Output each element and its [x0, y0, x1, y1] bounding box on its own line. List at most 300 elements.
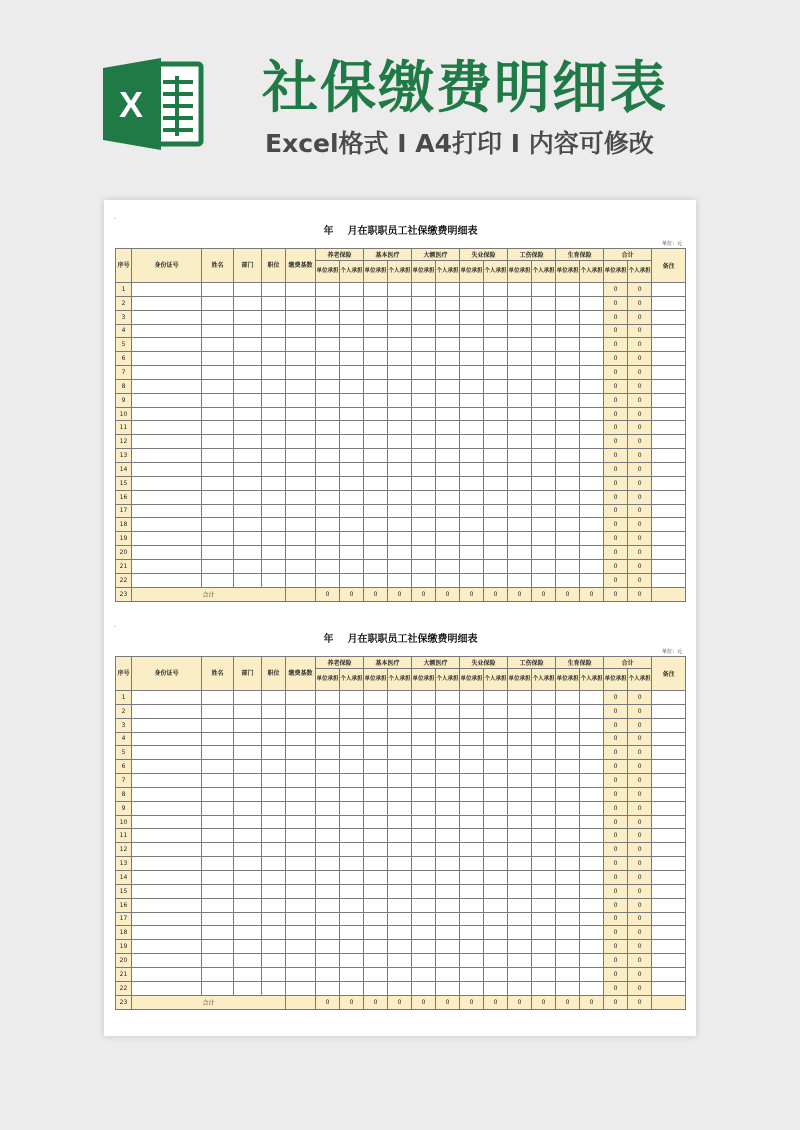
data-cell[interactable]	[412, 393, 436, 407]
data-cell[interactable]	[316, 718, 340, 732]
data-cell[interactable]	[508, 843, 532, 857]
data-cell[interactable]	[556, 940, 580, 954]
data-cell[interactable]	[316, 324, 340, 338]
data-cell[interactable]	[234, 857, 262, 871]
data-cell[interactable]	[388, 746, 412, 760]
data-cell[interactable]	[286, 870, 316, 884]
data-cell[interactable]	[412, 870, 436, 884]
data-cell[interactable]	[202, 407, 234, 421]
data-cell[interactable]	[234, 421, 262, 435]
data-cell[interactable]	[532, 884, 556, 898]
data-cell[interactable]	[508, 435, 532, 449]
data-cell[interactable]	[412, 884, 436, 898]
data-cell[interactable]	[340, 857, 364, 871]
data-cell[interactable]	[286, 421, 316, 435]
remark-cell[interactable]	[652, 435, 686, 449]
data-cell[interactable]	[436, 898, 460, 912]
data-cell[interactable]	[262, 815, 286, 829]
data-cell[interactable]	[388, 829, 412, 843]
data-cell[interactable]	[412, 967, 436, 981]
data-cell[interactable]	[388, 691, 412, 705]
data-cell[interactable]	[286, 704, 316, 718]
data-cell[interactable]	[286, 912, 316, 926]
data-cell[interactable]	[580, 504, 604, 518]
data-cell[interactable]	[460, 476, 484, 490]
data-cell[interactable]	[484, 857, 508, 871]
data-cell[interactable]	[262, 352, 286, 366]
data-cell[interactable]	[202, 421, 234, 435]
data-cell[interactable]	[556, 884, 580, 898]
data-cell[interactable]	[508, 449, 532, 463]
data-cell[interactable]	[132, 857, 202, 871]
remark-cell[interactable]	[652, 476, 686, 490]
data-cell[interactable]	[202, 559, 234, 573]
data-cell[interactable]	[580, 462, 604, 476]
data-cell[interactable]	[580, 310, 604, 324]
data-cell[interactable]	[508, 559, 532, 573]
data-cell[interactable]	[412, 379, 436, 393]
data-cell[interactable]	[132, 981, 202, 995]
data-cell[interactable]	[436, 760, 460, 774]
data-cell[interactable]	[364, 898, 388, 912]
data-cell[interactable]	[460, 393, 484, 407]
data-cell[interactable]	[580, 815, 604, 829]
data-cell[interactable]	[202, 926, 234, 940]
data-cell[interactable]	[532, 407, 556, 421]
data-cell[interactable]	[532, 559, 556, 573]
data-cell[interactable]	[532, 815, 556, 829]
data-cell[interactable]	[412, 954, 436, 968]
data-cell[interactable]	[132, 352, 202, 366]
data-cell[interactable]	[484, 559, 508, 573]
data-cell[interactable]	[580, 704, 604, 718]
data-cell[interactable]	[388, 843, 412, 857]
data-cell[interactable]	[132, 310, 202, 324]
data-cell[interactable]	[262, 296, 286, 310]
data-cell[interactable]	[316, 532, 340, 546]
data-cell[interactable]	[532, 981, 556, 995]
data-cell[interactable]	[460, 283, 484, 297]
data-cell[interactable]	[286, 815, 316, 829]
data-cell[interactable]	[532, 338, 556, 352]
data-cell[interactable]	[484, 815, 508, 829]
data-cell[interactable]	[364, 532, 388, 546]
data-cell[interactable]	[412, 801, 436, 815]
data-cell[interactable]	[460, 870, 484, 884]
data-cell[interactable]	[388, 981, 412, 995]
data-cell[interactable]	[262, 476, 286, 490]
data-cell[interactable]	[286, 476, 316, 490]
data-cell[interactable]	[532, 546, 556, 560]
remark-cell[interactable]	[652, 898, 686, 912]
data-cell[interactable]	[262, 421, 286, 435]
data-cell[interactable]	[316, 573, 340, 587]
data-cell[interactable]	[532, 573, 556, 587]
data-cell[interactable]	[460, 954, 484, 968]
data-cell[interactable]	[234, 774, 262, 788]
remark-cell[interactable]	[652, 691, 686, 705]
data-cell[interactable]	[316, 476, 340, 490]
data-cell[interactable]	[484, 546, 508, 560]
data-cell[interactable]	[460, 940, 484, 954]
data-cell[interactable]	[340, 449, 364, 463]
data-cell[interactable]	[460, 746, 484, 760]
data-cell[interactable]	[262, 435, 286, 449]
data-cell[interactable]	[388, 732, 412, 746]
remark-cell[interactable]	[652, 407, 686, 421]
remark-cell[interactable]	[652, 912, 686, 926]
data-cell[interactable]	[508, 898, 532, 912]
data-cell[interactable]	[388, 490, 412, 504]
data-cell[interactable]	[532, 296, 556, 310]
data-cell[interactable]	[202, 732, 234, 746]
data-cell[interactable]	[316, 338, 340, 352]
data-cell[interactable]	[388, 310, 412, 324]
data-cell[interactable]	[580, 421, 604, 435]
remark-cell[interactable]	[652, 283, 686, 297]
data-cell[interactable]	[340, 718, 364, 732]
data-cell[interactable]	[286, 573, 316, 587]
data-cell[interactable]	[340, 379, 364, 393]
data-cell[interactable]	[388, 283, 412, 297]
data-cell[interactable]	[262, 954, 286, 968]
data-cell[interactable]	[132, 967, 202, 981]
data-cell[interactable]	[316, 870, 340, 884]
data-cell[interactable]	[436, 324, 460, 338]
data-cell[interactable]	[286, 981, 316, 995]
data-cell[interactable]	[484, 324, 508, 338]
data-cell[interactable]	[132, 829, 202, 843]
data-cell[interactable]	[460, 760, 484, 774]
data-cell[interactable]	[412, 573, 436, 587]
data-cell[interactable]	[556, 504, 580, 518]
data-cell[interactable]	[202, 435, 234, 449]
remark-cell[interactable]	[652, 324, 686, 338]
data-cell[interactable]	[262, 691, 286, 705]
data-cell[interactable]	[262, 912, 286, 926]
data-cell[interactable]	[580, 760, 604, 774]
data-cell[interactable]	[364, 954, 388, 968]
data-cell[interactable]	[132, 760, 202, 774]
data-cell[interactable]	[508, 573, 532, 587]
data-cell[interactable]	[556, 283, 580, 297]
data-cell[interactable]	[364, 732, 388, 746]
data-cell[interactable]	[234, 760, 262, 774]
data-cell[interactable]	[532, 857, 556, 871]
data-cell[interactable]	[262, 504, 286, 518]
data-cell[interactable]	[286, 774, 316, 788]
data-cell[interactable]	[556, 857, 580, 871]
data-cell[interactable]	[412, 704, 436, 718]
data-cell[interactable]	[580, 393, 604, 407]
data-cell[interactable]	[412, 746, 436, 760]
data-cell[interactable]	[460, 324, 484, 338]
data-cell[interactable]	[508, 490, 532, 504]
data-cell[interactable]	[340, 691, 364, 705]
data-cell[interactable]	[532, 774, 556, 788]
remark-cell[interactable]	[652, 760, 686, 774]
data-cell[interactable]	[364, 704, 388, 718]
data-cell[interactable]	[460, 490, 484, 504]
data-cell[interactable]	[412, 898, 436, 912]
data-cell[interactable]	[436, 476, 460, 490]
data-cell[interactable]	[286, 732, 316, 746]
data-cell[interactable]	[340, 940, 364, 954]
data-cell[interactable]	[484, 760, 508, 774]
data-cell[interactable]	[580, 843, 604, 857]
remark-cell[interactable]	[652, 573, 686, 587]
data-cell[interactable]	[316, 954, 340, 968]
data-cell[interactable]	[286, 884, 316, 898]
data-cell[interactable]	[132, 787, 202, 801]
data-cell[interactable]	[364, 379, 388, 393]
data-cell[interactable]	[262, 870, 286, 884]
remark-cell[interactable]	[652, 926, 686, 940]
data-cell[interactable]	[234, 704, 262, 718]
data-cell[interactable]	[262, 324, 286, 338]
data-cell[interactable]	[460, 379, 484, 393]
data-cell[interactable]	[132, 449, 202, 463]
data-cell[interactable]	[340, 967, 364, 981]
data-cell[interactable]	[508, 283, 532, 297]
data-cell[interactable]	[484, 884, 508, 898]
data-cell[interactable]	[202, 691, 234, 705]
data-cell[interactable]	[556, 898, 580, 912]
data-cell[interactable]	[388, 760, 412, 774]
data-cell[interactable]	[132, 324, 202, 338]
data-cell[interactable]	[580, 954, 604, 968]
data-cell[interactable]	[388, 449, 412, 463]
data-cell[interactable]	[484, 283, 508, 297]
data-cell[interactable]	[316, 774, 340, 788]
remark-cell[interactable]	[652, 801, 686, 815]
data-cell[interactable]	[286, 954, 316, 968]
data-cell[interactable]	[484, 704, 508, 718]
data-cell[interactable]	[262, 559, 286, 573]
data-cell[interactable]	[202, 338, 234, 352]
data-cell[interactable]	[460, 352, 484, 366]
data-cell[interactable]	[364, 940, 388, 954]
data-cell[interactable]	[262, 926, 286, 940]
data-cell[interactable]	[132, 393, 202, 407]
data-cell[interactable]	[436, 393, 460, 407]
data-cell[interactable]	[580, 296, 604, 310]
data-cell[interactable]	[316, 379, 340, 393]
data-cell[interactable]	[286, 407, 316, 421]
data-cell[interactable]	[460, 884, 484, 898]
data-cell[interactable]	[484, 518, 508, 532]
data-cell[interactable]	[580, 407, 604, 421]
data-cell[interactable]	[532, 393, 556, 407]
data-cell[interactable]	[556, 559, 580, 573]
data-cell[interactable]	[202, 532, 234, 546]
data-cell[interactable]	[364, 435, 388, 449]
data-cell[interactable]	[436, 829, 460, 843]
data-cell[interactable]	[556, 704, 580, 718]
data-cell[interactable]	[484, 787, 508, 801]
data-cell[interactable]	[412, 352, 436, 366]
data-cell[interactable]	[364, 324, 388, 338]
data-cell[interactable]	[484, 981, 508, 995]
remark-cell[interactable]	[652, 857, 686, 871]
data-cell[interactable]	[364, 518, 388, 532]
data-cell[interactable]	[412, 843, 436, 857]
data-cell[interactable]	[132, 476, 202, 490]
data-cell[interactable]	[364, 691, 388, 705]
data-cell[interactable]	[436, 774, 460, 788]
data-cell[interactable]	[132, 546, 202, 560]
data-cell[interactable]	[202, 393, 234, 407]
data-cell[interactable]	[234, 476, 262, 490]
data-cell[interactable]	[316, 704, 340, 718]
data-cell[interactable]	[286, 746, 316, 760]
data-cell[interactable]	[234, 449, 262, 463]
data-cell[interactable]	[460, 981, 484, 995]
data-cell[interactable]	[132, 801, 202, 815]
data-cell[interactable]	[316, 435, 340, 449]
data-cell[interactable]	[460, 407, 484, 421]
data-cell[interactable]	[262, 518, 286, 532]
data-cell[interactable]	[484, 573, 508, 587]
data-cell[interactable]	[460, 691, 484, 705]
data-cell[interactable]	[364, 283, 388, 297]
data-cell[interactable]	[484, 718, 508, 732]
data-cell[interactable]	[436, 801, 460, 815]
data-cell[interactable]	[436, 857, 460, 871]
remark-cell[interactable]	[652, 379, 686, 393]
data-cell[interactable]	[436, 296, 460, 310]
data-cell[interactable]	[484, 870, 508, 884]
data-cell[interactable]	[286, 532, 316, 546]
data-cell[interactable]	[532, 801, 556, 815]
remark-cell[interactable]	[652, 787, 686, 801]
data-cell[interactable]	[202, 774, 234, 788]
data-cell[interactable]	[556, 954, 580, 968]
data-cell[interactable]	[364, 559, 388, 573]
data-cell[interactable]	[580, 283, 604, 297]
data-cell[interactable]	[202, 815, 234, 829]
data-cell[interactable]	[388, 296, 412, 310]
data-cell[interactable]	[580, 829, 604, 843]
data-cell[interactable]	[340, 815, 364, 829]
remark-cell[interactable]	[652, 704, 686, 718]
data-cell[interactable]	[484, 912, 508, 926]
data-cell[interactable]	[556, 310, 580, 324]
data-cell[interactable]	[340, 421, 364, 435]
data-cell[interactable]	[132, 884, 202, 898]
data-cell[interactable]	[364, 801, 388, 815]
data-cell[interactable]	[460, 546, 484, 560]
data-cell[interactable]	[508, 296, 532, 310]
data-cell[interactable]	[132, 912, 202, 926]
data-cell[interactable]	[388, 379, 412, 393]
data-cell[interactable]	[262, 884, 286, 898]
data-cell[interactable]	[484, 462, 508, 476]
data-cell[interactable]	[388, 573, 412, 587]
data-cell[interactable]	[508, 954, 532, 968]
data-cell[interactable]	[340, 926, 364, 940]
data-cell[interactable]	[286, 338, 316, 352]
data-cell[interactable]	[364, 476, 388, 490]
data-cell[interactable]	[508, 926, 532, 940]
data-cell[interactable]	[532, 967, 556, 981]
data-cell[interactable]	[234, 490, 262, 504]
data-cell[interactable]	[132, 366, 202, 380]
data-cell[interactable]	[286, 462, 316, 476]
data-cell[interactable]	[460, 518, 484, 532]
data-cell[interactable]	[580, 691, 604, 705]
data-cell[interactable]	[316, 310, 340, 324]
data-cell[interactable]	[132, 732, 202, 746]
data-cell[interactable]	[364, 981, 388, 995]
data-cell[interactable]	[262, 338, 286, 352]
data-cell[interactable]	[460, 573, 484, 587]
data-cell[interactable]	[508, 352, 532, 366]
data-cell[interactable]	[580, 718, 604, 732]
data-cell[interactable]	[580, 490, 604, 504]
data-cell[interactable]	[556, 407, 580, 421]
data-cell[interactable]	[364, 504, 388, 518]
data-cell[interactable]	[460, 310, 484, 324]
data-cell[interactable]	[234, 691, 262, 705]
data-cell[interactable]	[286, 801, 316, 815]
data-cell[interactable]	[234, 940, 262, 954]
data-cell[interactable]	[364, 884, 388, 898]
data-cell[interactable]	[484, 490, 508, 504]
data-cell[interactable]	[132, 518, 202, 532]
data-cell[interactable]	[580, 324, 604, 338]
data-cell[interactable]	[436, 310, 460, 324]
data-cell[interactable]	[340, 310, 364, 324]
remark-cell[interactable]	[652, 718, 686, 732]
data-cell[interactable]	[508, 324, 532, 338]
data-cell[interactable]	[316, 940, 340, 954]
data-cell[interactable]	[556, 732, 580, 746]
data-cell[interactable]	[286, 310, 316, 324]
data-cell[interactable]	[532, 462, 556, 476]
data-cell[interactable]	[436, 559, 460, 573]
data-cell[interactable]	[484, 296, 508, 310]
data-cell[interactable]	[388, 338, 412, 352]
data-cell[interactable]	[532, 379, 556, 393]
data-cell[interactable]	[508, 393, 532, 407]
data-cell[interactable]	[340, 787, 364, 801]
data-cell[interactable]	[532, 926, 556, 940]
data-cell[interactable]	[580, 884, 604, 898]
data-cell[interactable]	[388, 912, 412, 926]
data-cell[interactable]	[436, 532, 460, 546]
data-cell[interactable]	[436, 352, 460, 366]
data-cell[interactable]	[234, 787, 262, 801]
data-cell[interactable]	[316, 815, 340, 829]
data-cell[interactable]	[436, 843, 460, 857]
data-cell[interactable]	[364, 926, 388, 940]
data-cell[interactable]	[316, 449, 340, 463]
data-cell[interactable]	[132, 774, 202, 788]
remark-cell[interactable]	[652, 884, 686, 898]
data-cell[interactable]	[202, 954, 234, 968]
data-cell[interactable]	[460, 967, 484, 981]
data-cell[interactable]	[412, 546, 436, 560]
data-cell[interactable]	[286, 718, 316, 732]
data-cell[interactable]	[340, 884, 364, 898]
data-cell[interactable]	[556, 324, 580, 338]
data-cell[interactable]	[364, 829, 388, 843]
data-cell[interactable]	[484, 379, 508, 393]
data-cell[interactable]	[436, 449, 460, 463]
data-cell[interactable]	[340, 352, 364, 366]
data-cell[interactable]	[340, 801, 364, 815]
